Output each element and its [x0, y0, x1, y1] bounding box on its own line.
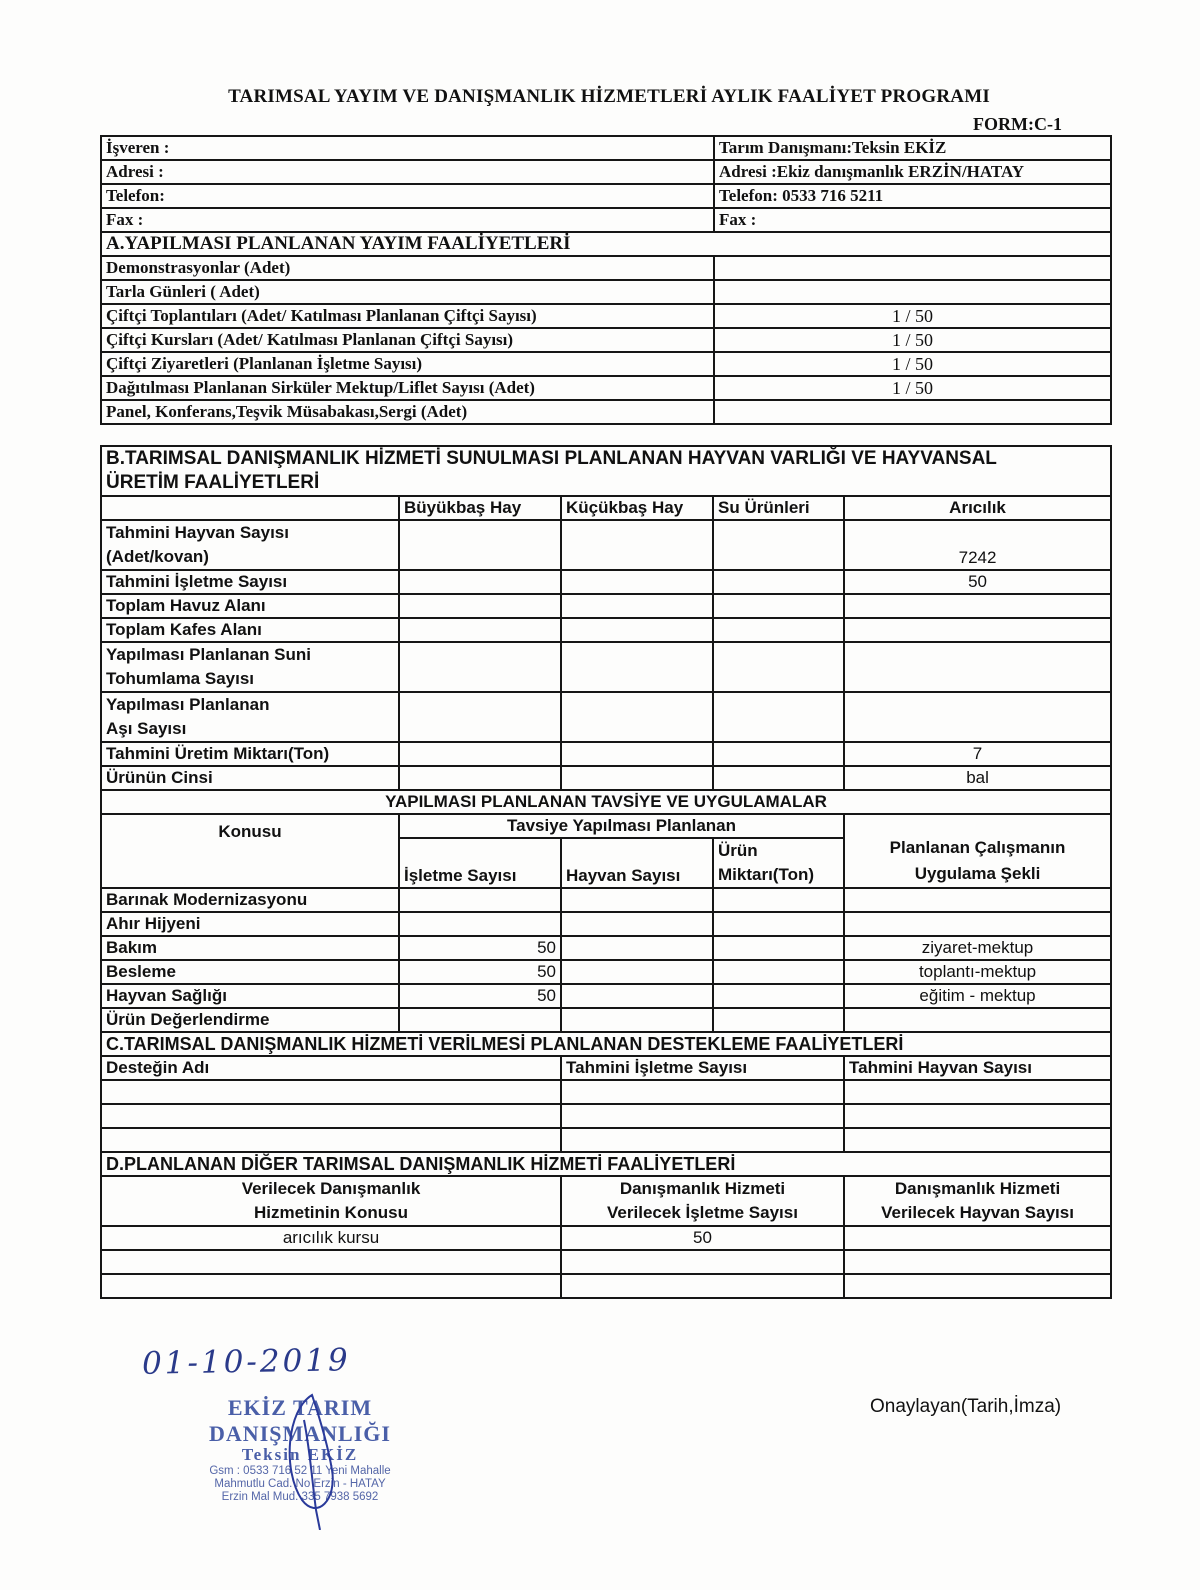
col-header-topic: Konusu	[101, 814, 399, 888]
method[interactable]: ziyaret-mektup	[844, 936, 1111, 960]
method-header-line1: Planlanan Çalışmanın	[889, 838, 1066, 857]
animal-count[interactable]	[561, 984, 713, 1008]
recommendation-row	[101, 936, 1111, 960]
col-header-support-name: Desteğin Adı	[101, 1056, 561, 1080]
section-d-row	[101, 1226, 1111, 1250]
value-cell[interactable]	[561, 618, 713, 642]
section-b-label	[101, 692, 399, 742]
section-a-row	[101, 304, 1111, 328]
section-b-row	[101, 520, 1111, 570]
section-d-column-headers	[101, 1176, 1111, 1226]
service-animal-cell[interactable]	[844, 1226, 1111, 1250]
value-cell[interactable]	[399, 642, 561, 692]
section-b-label: Toplam Havuz Alanı	[101, 594, 399, 618]
animal-header-line1: Danışmanlık Hizmeti	[894, 1179, 1061, 1198]
recommendation-topic: Bakım	[101, 936, 399, 960]
section-a-row	[101, 352, 1111, 376]
value-cell[interactable]	[561, 520, 713, 570]
form-code: FORM:C-1	[973, 114, 1062, 134]
value-cell[interactable]	[399, 618, 561, 642]
section-a-label: Dağıtılması Planlanan Sirküler Mektup/Liflet Sayısı (Adet)	[101, 376, 714, 400]
animal-count[interactable]	[561, 936, 713, 960]
section-d-title: D.PLANLANAN DİĞER TARIMSAL DANIŞMANLIK HİZMETİ FAALİYETLERİ	[101, 1152, 1111, 1176]
contact-and-section-a-table	[100, 135, 1112, 425]
value-cell[interactable]	[713, 520, 844, 570]
col-header-small-livestock: Küçükbaş Hay	[561, 496, 713, 520]
recommendation-topic: Ahır Hijyeni	[101, 912, 399, 936]
recommendation-topic: Besleme	[101, 960, 399, 984]
col-header-service-business	[561, 1176, 844, 1226]
topic-header-line2: Hizmetinin Konusu	[254, 1203, 408, 1222]
value-cell[interactable]: bal	[844, 766, 1111, 790]
form-title: TARIMSAL YAYIM VE DANIŞMANLIK HİZMETLERİ AYLIK FAALİYET PROGRAMI	[228, 86, 990, 107]
stamp-street: Mahmutlu Cad. No Erzin - HATAY	[214, 1478, 386, 1490]
value-cell[interactable]	[561, 742, 713, 766]
section-b-row	[101, 642, 1111, 692]
value-cell[interactable]	[399, 692, 561, 742]
label-line2: (Adet/kovan)	[106, 547, 209, 566]
est-animal-cell[interactable]	[844, 1104, 1111, 1128]
employer-fax-label[interactable]: Fax :	[101, 208, 714, 232]
section-c-column-headers	[101, 1056, 1111, 1080]
section-a-value[interactable]	[714, 256, 1111, 280]
section-a-value[interactable]: 1 / 50	[714, 376, 1111, 400]
section-d-row	[101, 1274, 1111, 1298]
label-line1: Yapılması Planlanan Suni	[106, 645, 312, 664]
section-d-row	[101, 1250, 1111, 1274]
product-amount[interactable]	[713, 936, 844, 960]
support-name-cell[interactable]	[101, 1104, 561, 1128]
method[interactable]	[844, 888, 1111, 912]
section-a-label: Çiftçi Toplantıları (Adet/ Katılması Planlanan Çiftçi Sayısı)	[101, 304, 714, 328]
section-a-value[interactable]: 1 / 50	[714, 328, 1111, 352]
service-animal-cell[interactable]	[844, 1250, 1111, 1274]
est-business-cell[interactable]	[561, 1104, 844, 1128]
section-a-label: Panel, Konferans,Teşvik Müsabakası,Sergi (Adet)	[101, 400, 714, 424]
product-amount[interactable]	[713, 984, 844, 1008]
recommendations-group-row	[101, 814, 1111, 838]
consultant-name: Tarım Danışmanı:Teksin EKİZ	[714, 136, 1111, 160]
col-header-est-animal: Tahmini Hayvan Sayısı	[844, 1056, 1111, 1080]
section-b-title-line2: ÜRETİM FAALİYETLERİ	[106, 472, 320, 493]
employer-label[interactable]: İşveren :	[101, 136, 714, 160]
section-b-label	[101, 520, 399, 570]
section-b-label: Tahmini İşletme Sayısı	[101, 570, 399, 594]
value-cell[interactable]	[399, 766, 561, 790]
section-b-row	[101, 594, 1111, 618]
section-a-label: Tarla Günleri ( Adet)	[101, 280, 714, 304]
value-cell[interactable]	[399, 594, 561, 618]
consultant-phone: Telefon: 0533 716 5211	[714, 184, 1111, 208]
section-c-header	[101, 1032, 1111, 1056]
business-count[interactable]	[399, 1008, 561, 1032]
recommendation-row	[101, 984, 1111, 1008]
business-count[interactable]: 50	[399, 960, 561, 984]
est-animal-cell[interactable]	[844, 1128, 1111, 1152]
col-header-animal-count: Hayvan Sayısı	[561, 838, 713, 888]
value-cell[interactable]	[713, 618, 844, 642]
recommendation-row	[101, 912, 1111, 936]
contact-row	[101, 208, 1111, 232]
section-b-title-line1: B.TARIMSAL DANIŞMANLIK HİZMETİ SUNULMASI PLANLANAN HAYVAN VARLIĞI VE HAYVANSAL	[106, 448, 997, 469]
stamp-phone-address: Gsm : 0533 716 52 11 Yeni Mahalle	[209, 1465, 391, 1477]
business-header-line2: Verilecek İşletme Sayısı	[607, 1203, 798, 1222]
employer-phone-label[interactable]: Telefon:	[101, 184, 714, 208]
value-cell[interactable]	[399, 742, 561, 766]
section-c-row	[101, 1104, 1111, 1128]
value-cell[interactable]	[844, 642, 1111, 692]
col-header-method	[844, 814, 1111, 888]
section-b-corner	[101, 496, 399, 520]
product-amount[interactable]	[713, 912, 844, 936]
col-header-product	[713, 838, 844, 888]
support-name-cell[interactable]	[101, 1080, 561, 1104]
service-topic-cell[interactable]	[101, 1274, 561, 1298]
section-d-header	[101, 1152, 1111, 1176]
business-count[interactable]	[399, 912, 561, 936]
recommendation-row	[101, 960, 1111, 984]
value-cell[interactable]: 7	[844, 742, 1111, 766]
value-cell[interactable]	[713, 642, 844, 692]
value-cell[interactable]	[713, 692, 844, 742]
method[interactable]	[844, 1008, 1111, 1032]
section-a-label: Çiftçi Ziyaretleri (Planlanan İşletme Sayısı)	[101, 352, 714, 376]
recommendations-title: YAPILMASI PLANLANAN TAVSİYE VE UYGULAMALAR	[101, 790, 1111, 814]
label-line2: Aşı Sayısı	[106, 719, 187, 738]
section-a-value[interactable]: 1 / 50	[714, 352, 1111, 376]
business-count[interactable]: 50	[399, 936, 561, 960]
approver-label: Onaylayan(Tarih,İmza)	[870, 1396, 1062, 1417]
section-a-title: A.YAPILMASI PLANLANAN YAYIM FAALİYETLERİ	[101, 232, 1111, 256]
recommendations-header	[101, 790, 1111, 814]
product-amount[interactable]	[713, 960, 844, 984]
product-amount[interactable]	[713, 888, 844, 912]
value-cell[interactable]	[561, 642, 713, 692]
value-cell[interactable]	[399, 520, 561, 570]
service-animal-cell[interactable]	[844, 1274, 1111, 1298]
est-business-cell[interactable]	[561, 1128, 844, 1152]
employer-address-label[interactable]: Adresi :	[101, 160, 714, 184]
value-cell[interactable]	[561, 692, 713, 742]
section-b-row	[101, 742, 1111, 766]
stamp-owner-name: Teksin EKİZ	[241, 1445, 359, 1464]
col-header-beekeeping: Arıcılık	[844, 496, 1111, 520]
col-header-service-animal	[844, 1176, 1111, 1226]
label-line2: Tohumlama Sayısı	[106, 669, 255, 688]
product-header-line2: Miktarı(Ton)	[718, 865, 815, 884]
label-line1: Tahmini Hayvan Sayısı	[106, 523, 289, 542]
value-cell[interactable]	[561, 594, 713, 618]
topic-header-line1: Verilecek Danışmanlık	[241, 1179, 421, 1198]
col-header-business-count: İşletme Sayısı	[399, 838, 561, 888]
section-a-header	[101, 232, 1111, 256]
section-b-d-table	[100, 445, 1112, 1299]
value-cell[interactable]	[713, 766, 844, 790]
consultant-fax: Fax :	[714, 208, 1111, 232]
consultant-address: Adresi :Ekiz danışmanlık ERZİN/HATAY	[714, 160, 1111, 184]
section-b-row	[101, 618, 1111, 642]
section-c-row	[101, 1080, 1111, 1104]
section-b-title	[101, 446, 1111, 496]
section-a-label: Demonstrasyonlar (Adet)	[101, 256, 714, 280]
method[interactable]: eğitim - mektup	[844, 984, 1111, 1008]
recommendation-row	[101, 1008, 1111, 1032]
section-c-row	[101, 1128, 1111, 1152]
support-name-cell[interactable]	[101, 1128, 561, 1152]
recommendation-topic: Barınak Modernizasyonu	[101, 888, 399, 912]
recommendation-row	[101, 888, 1111, 912]
animal-count[interactable]	[561, 1008, 713, 1032]
section-b-row	[101, 570, 1111, 594]
contact-row	[101, 160, 1111, 184]
animal-count[interactable]	[561, 960, 713, 984]
animal-count[interactable]	[561, 912, 713, 936]
animal-count[interactable]	[561, 888, 713, 912]
service-business-cell[interactable]: 50	[561, 1226, 844, 1250]
stamp-tax-office: Erzin Mal Mud. 335 7938 5692	[221, 1491, 379, 1503]
service-topic-cell[interactable]	[101, 1250, 561, 1274]
section-c-title: C.TARIMSAL DANIŞMANLIK HİZMETİ VERİLMESİ PLANLANAN DESTEKLEME FAALİYETLERİ	[101, 1032, 1111, 1056]
label-line1: Yapılması Planlanan	[106, 695, 270, 714]
col-header-aquaculture: Su Ürünleri	[713, 496, 844, 520]
value-cell[interactable]	[713, 570, 844, 594]
value-cell[interactable]	[844, 618, 1111, 642]
section-b-row	[101, 692, 1111, 742]
business-count[interactable]	[399, 888, 561, 912]
section-a-row	[101, 376, 1111, 400]
col-header-est-business: Tahmini İşletme Sayısı	[561, 1056, 844, 1080]
col-header-group: Tavsiye Yapılması Planlanan	[399, 814, 844, 838]
service-topic-cell[interactable]: arıcılık kursu	[101, 1226, 561, 1250]
value-cell[interactable]	[399, 570, 561, 594]
product-header-line1: Ürün	[718, 841, 758, 860]
section-b-header	[101, 446, 1111, 496]
service-business-cell[interactable]	[561, 1274, 844, 1298]
value-cell[interactable]	[713, 742, 844, 766]
method[interactable]: toplantı-mektup	[844, 960, 1111, 984]
section-a-value[interactable]	[714, 400, 1111, 424]
value-cell[interactable]	[713, 594, 844, 618]
value-cell[interactable]: 7242	[844, 520, 1111, 570]
signature-icon	[282, 1390, 342, 1530]
business-header-line1: Danışmanlık Hizmeti	[619, 1179, 786, 1198]
col-header-cattle: Büyükbaş Hay	[399, 496, 561, 520]
section-a-row	[101, 280, 1111, 304]
recommendation-topic: Ürün Değerlendirme	[101, 1008, 399, 1032]
value-cell[interactable]	[561, 570, 713, 594]
col-header-service-topic	[101, 1176, 561, 1226]
method-header-line2: Uygulama Şekli	[914, 864, 1041, 883]
handwritten-date: 01-10-2019	[141, 1342, 352, 1382]
product-amount[interactable]	[713, 1008, 844, 1032]
business-count[interactable]: 50	[399, 984, 561, 1008]
method[interactable]	[844, 912, 1111, 936]
section-b-column-headers	[101, 496, 1111, 520]
contact-row	[101, 184, 1111, 208]
section-b-label	[101, 642, 399, 692]
service-business-cell[interactable]	[561, 1250, 844, 1274]
section-a-row	[101, 328, 1111, 352]
section-a-row	[101, 256, 1111, 280]
value-cell[interactable]: 50	[844, 570, 1111, 594]
section-b-row	[101, 766, 1111, 790]
value-cell[interactable]	[844, 692, 1111, 742]
section-a-value[interactable]: 1 / 50	[714, 304, 1111, 328]
section-a-row	[101, 400, 1111, 424]
value-cell[interactable]	[844, 594, 1111, 618]
section-b-label: Tahmini Üretim Miktarı(Ton)	[101, 742, 399, 766]
est-animal-cell[interactable]	[844, 1080, 1111, 1104]
value-cell[interactable]	[561, 766, 713, 790]
section-b-label: Toplam Kafes Alanı	[101, 618, 399, 642]
section-a-label: Çiftçi Kursları (Adet/ Katılması Planlanan Çiftçi Sayısı)	[101, 328, 714, 352]
section-a-value[interactable]	[714, 280, 1111, 304]
stamp-company-name: EKİZ TARIM DANIŞMANLIĞI	[209, 1395, 391, 1446]
recommendation-topic: Hayvan Sağlığı	[101, 984, 399, 1008]
est-business-cell[interactable]	[561, 1080, 844, 1104]
contact-row	[101, 136, 1111, 160]
animal-header-line2: Verilecek Hayvan Sayısı	[881, 1203, 1074, 1222]
section-b-label: Ürünün Cinsi	[101, 766, 399, 790]
